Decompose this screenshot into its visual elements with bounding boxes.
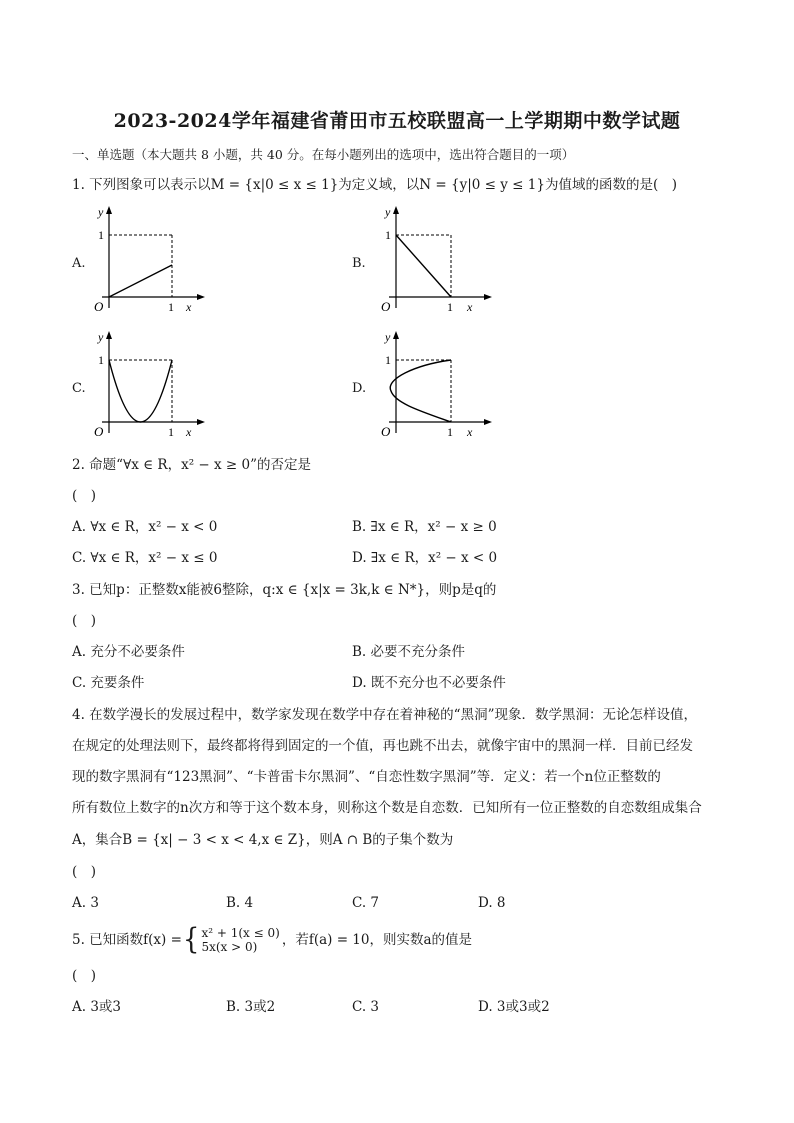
q1-option-b-label: B. — [352, 256, 366, 271]
svg-text:1: 1 — [447, 300, 453, 314]
q1-option-d-label: D. — [352, 381, 367, 396]
q2-option-d[interactable]: D. ∃x ∈ R，x² − x < 0 — [352, 550, 498, 566]
brace-icon: { — [182, 923, 200, 957]
q2-option-c[interactable]: C. ∀x ∈ R，x² − x ≤ 0 — [72, 550, 218, 566]
q4-option-d[interactable]: D. 8 — [478, 895, 506, 911]
q4-paren: ( ) — [72, 864, 97, 880]
svg-text:1: 1 — [447, 425, 453, 439]
y-axis-arrow-icon — [393, 206, 399, 214]
q4-option-b[interactable]: B. 4 — [226, 895, 254, 911]
svg-text:x: x — [467, 300, 473, 314]
q2-paren: ( ) — [72, 488, 97, 504]
q4-line-1: 4. 在数学漫长的发展过程中，数学家发现在数学中存在着神秘的“黑洞”现象．数学黑洞：无论怎样设值， — [72, 707, 697, 723]
q3-stem: 3. 已知p：正整数x能被6整除，q:x ∈ {x|x = 3k,k ∈ N*}，则p是q的 — [72, 582, 497, 598]
q2-option-b[interactable]: B. ∃x ∈ R，x² − x ≥ 0 — [352, 519, 497, 535]
q5-stem-suffix: ，若f(a) = 10，则实数a的值是 — [281, 932, 473, 948]
x-axis-arrow-icon — [484, 294, 492, 300]
q1-graph-c — [88, 329, 208, 441]
function-curve — [396, 235, 451, 297]
q5-case-2: 5x(x > 0) — [201, 940, 258, 954]
q1-option-c-label: C. — [72, 381, 86, 396]
q1-graph-b — [375, 204, 495, 316]
q4-line-4: 所有数位上数字的n次方和等于这个数本身，则称这个数是自恋数．已知所有一位正整数的自恋数组成集合 — [72, 800, 702, 816]
q3-option-c[interactable]: C. 充要条件 — [72, 675, 145, 691]
svg-text:1: 1 — [385, 228, 391, 242]
function-curve — [109, 360, 172, 422]
x-label: x — [186, 300, 192, 314]
q4-line-2: 在规定的处理法则下，最终都将得到固定的一个值，再也跳不出去，就像宇宙中的黑洞一样．目前已经发 — [72, 738, 693, 754]
y-label: y — [98, 205, 104, 219]
q4-option-a[interactable]: A. 3 — [72, 895, 99, 911]
y-axis-arrow-icon — [393, 331, 399, 339]
x-axis-arrow-icon — [484, 419, 492, 425]
svg-text:O: O — [381, 299, 391, 314]
q4-line-5: A，集合B = {x| − 3 < x < 4,x ∈ Z}，则A ∩ B的子集个数为 — [72, 832, 454, 848]
q1-graph-d — [375, 329, 495, 441]
x-axis-arrow-icon — [197, 294, 205, 300]
q5-option-a[interactable]: A. 3或3 — [72, 999, 122, 1015]
q4-line-3: 现的数字黑洞有“123黑洞”、“卡普雷卡尔黑洞”、“自恋性数字黑洞”等．定义：若一个n位正整数的 — [72, 769, 661, 785]
q1-option-a-label: A. — [72, 256, 86, 271]
function-curve — [109, 265, 172, 297]
svg-text:x: x — [186, 425, 192, 439]
svg-text:1: 1 — [98, 353, 104, 367]
svg-text:1: 1 — [168, 425, 174, 439]
svg-text:O: O — [94, 424, 104, 439]
q1-stem: 1. 下列图象可以表示以M = {x|0 ≤ x ≤ 1}为定义域，以N = {y|0 ≤ y ≤ 1}为值域的函数的是( ) — [72, 177, 677, 193]
y-tick: 1 — [98, 228, 104, 242]
svg-text:y: y — [385, 205, 391, 219]
q3-paren: ( ) — [72, 613, 97, 629]
q2-stem: 2. 命题“∀x ∈ R，x² − x ≥ 0”的否定是 — [72, 457, 311, 473]
q5-option-c[interactable]: C. 3 — [352, 999, 380, 1015]
function-curve — [390, 360, 451, 422]
x-axis-arrow-icon — [197, 419, 205, 425]
y-axis-arrow-icon — [106, 331, 112, 339]
q3-option-b[interactable]: B. 必要不充分条件 — [352, 644, 466, 660]
svg-text:y: y — [385, 330, 391, 344]
q5-stem — [72, 923, 473, 957]
origin-label: O — [94, 299, 104, 314]
q4-option-c[interactable]: C. 7 — [352, 895, 380, 911]
q5-case-1: x² + 1(x ≤ 0) — [201, 926, 280, 940]
y-axis-arrow-icon — [106, 206, 112, 214]
piecewise-cases — [201, 926, 279, 954]
q5-stem-prefix: 5. 已知函数f(x) = — [72, 932, 182, 948]
q5-option-d[interactable]: D. 3或3或2 — [478, 999, 550, 1015]
q1-graph-a — [88, 204, 208, 316]
q2-option-a[interactable]: A. ∀x ∈ R，x² − x < 0 — [72, 519, 218, 535]
page-title: 2023-2024学年福建省莆田市五校联盟高一上学期期中数学试题 — [113, 110, 681, 132]
svg-text:x: x — [467, 425, 473, 439]
q5-option-b[interactable]: B. 3或2 — [226, 999, 276, 1015]
section-heading: 一、单选题（本大题共 8 小题，共 40 分。在每小题列出的选项中，选出符合题目的一项） — [72, 147, 575, 162]
svg-text:1: 1 — [385, 353, 391, 367]
svg-text:O: O — [381, 424, 391, 439]
q3-option-d[interactable]: D. 既不充分也不必要条件 — [352, 675, 506, 691]
svg-text:y: y — [98, 330, 104, 344]
q5-paren: ( ) — [72, 968, 97, 984]
q3-option-a[interactable]: A. 充分不必要条件 — [72, 644, 185, 660]
x-tick: 1 — [168, 300, 174, 314]
